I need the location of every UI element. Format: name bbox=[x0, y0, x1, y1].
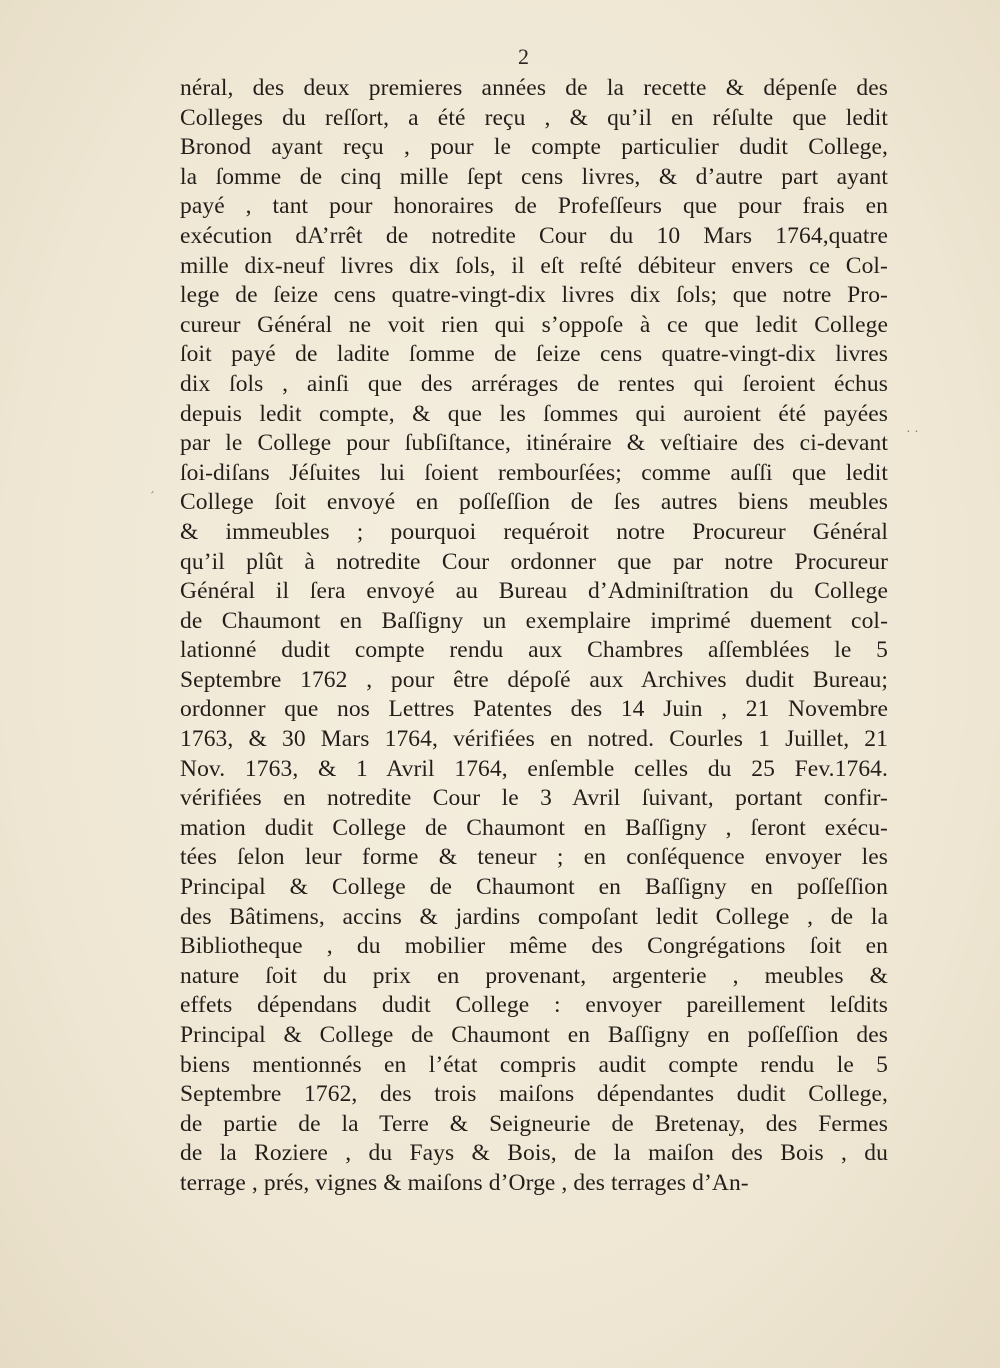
text-line: lationné dudit compte rendu aux Chambres aſſemblées le 5 bbox=[180, 637, 888, 664]
margin-mark: · · bbox=[906, 425, 919, 440]
text-line: depuis ledit compte, & que les ſommes qui auroient été payées bbox=[180, 400, 888, 427]
text-line: mation dudit College de Chaumont en Baſſigny , ſeront exécu- bbox=[180, 814, 888, 841]
text-line: Bronod ayant reçu , pour le compte particulier dudit College, bbox=[180, 134, 888, 161]
text-line: effets dépendans dudit College : envoyer pareillement leſdits bbox=[180, 992, 888, 1019]
text-line: vérifiées en notredite Cour le 3 Avril ſuivant, portant confir- bbox=[180, 785, 888, 812]
text-line: Nov. 1763, & 1 Avril 1764, enſemble celles du 25 Fev.1764. bbox=[180, 755, 888, 782]
text-line: exécution dA’rrêt de notredite Cour du 10 Mars 1764,quatre bbox=[180, 222, 888, 249]
text-line: terrage , prés, vignes & maiſons d’Orge , des terrages d’An- bbox=[180, 1169, 749, 1196]
body-text bbox=[180, 74, 888, 1199]
text-line: cureur Général ne voit rien qui s’oppoſe à ce que ledit College bbox=[180, 311, 888, 338]
text-line: qu’il plût à notredite Cour ordonner que par notre Procureur bbox=[180, 548, 888, 575]
text-line: Général il ſera envoyé au Bureau d’Adminiſtration du College bbox=[180, 578, 888, 605]
text-line: par le College pour ſubſiſtance, itinéraire & veſtiaire des ci-devant bbox=[180, 430, 888, 457]
text-line: Colleges du reſſort, a été reçu , & qu’il en réſulte que ledit bbox=[180, 104, 888, 131]
margin-mark: ´ bbox=[150, 490, 155, 505]
text-line: mille dix-neuf livres dix ſols, il eſt reſté débiteur envers ce Col- bbox=[180, 252, 888, 279]
text-line: 1763, & 30 Mars 1764, vérifiées en notred. Courles 1 Juillet, 21 bbox=[180, 726, 888, 753]
text-line: ordonner que nos Lettres Patentes des 14 Juin , 21 Novembre bbox=[180, 696, 888, 723]
text-line: ſoit payé de ladite ſomme de ſeize cens quatre-vingt-dix livres bbox=[180, 341, 888, 368]
text-line: & immeubles ; pourquoi requéroit notre Procureur Général bbox=[180, 518, 888, 545]
text-line: ſoi-diſans Jéſuites lui ſoient rembourſées; comme auſſi que ledit bbox=[180, 459, 888, 486]
text-line: Principal & College de Chaumont en Baſſigny en poſſeſſion des bbox=[180, 1022, 888, 1048]
text-line: Septembre 1762 , pour être dépoſé aux Archives dudit Bureau; bbox=[180, 666, 888, 693]
text-line: payé , tant pour honoraires de Profeſſeurs que pour frais en bbox=[180, 193, 888, 220]
text-line: des Bâtimens, accins & jardins compoſant ledit College , de la bbox=[180, 903, 888, 930]
text-line: de la Roziere , du Fays & Bois, de la maiſon des Bois , du bbox=[180, 1140, 888, 1167]
text-line: College ſoit envoyé en poſſeſſion de ſes autres biens meubles bbox=[180, 489, 888, 516]
text-line: Principal & College de Chaumont en Baſſigny en poſſeſſion bbox=[180, 874, 888, 901]
text-line: dix ſols , ainſi que des arrérages de rentes qui ſeroient échus bbox=[180, 370, 888, 397]
page-number: 2 bbox=[518, 44, 529, 69]
text-line: Septembre 1762, des trois maiſons dépendantes dudit College, bbox=[180, 1081, 888, 1108]
text-line: la ſomme de cinq mille ſept cens livres, & d’autre part ayant bbox=[180, 163, 888, 190]
text-line: nature ſoit du prix en provenant, argenterie , meubles & bbox=[180, 962, 888, 989]
text-line: de partie de la Terre & Seigneurie de Bretenay, des Fermes bbox=[180, 1110, 888, 1137]
text-line: lege de ſeize cens quatre-vingt-dix livres dix ſols; que notre Pro- bbox=[180, 282, 888, 309]
text-line: néral, des deux premieres années de la recette & dépenſe des bbox=[180, 75, 888, 101]
text-line: de Chaumont en Baſſigny un exemplaire imprimé duement col- bbox=[180, 607, 888, 634]
text-line: biens mentionnés en l’état compris audit compte rendu le 5 bbox=[180, 1051, 888, 1078]
text-line: tées ſelon leur forme & teneur ; en conſéquence envoyer les bbox=[180, 844, 888, 871]
text-line: Bibliotheque , du mobilier même des Congrégations ſoit en bbox=[180, 933, 888, 960]
